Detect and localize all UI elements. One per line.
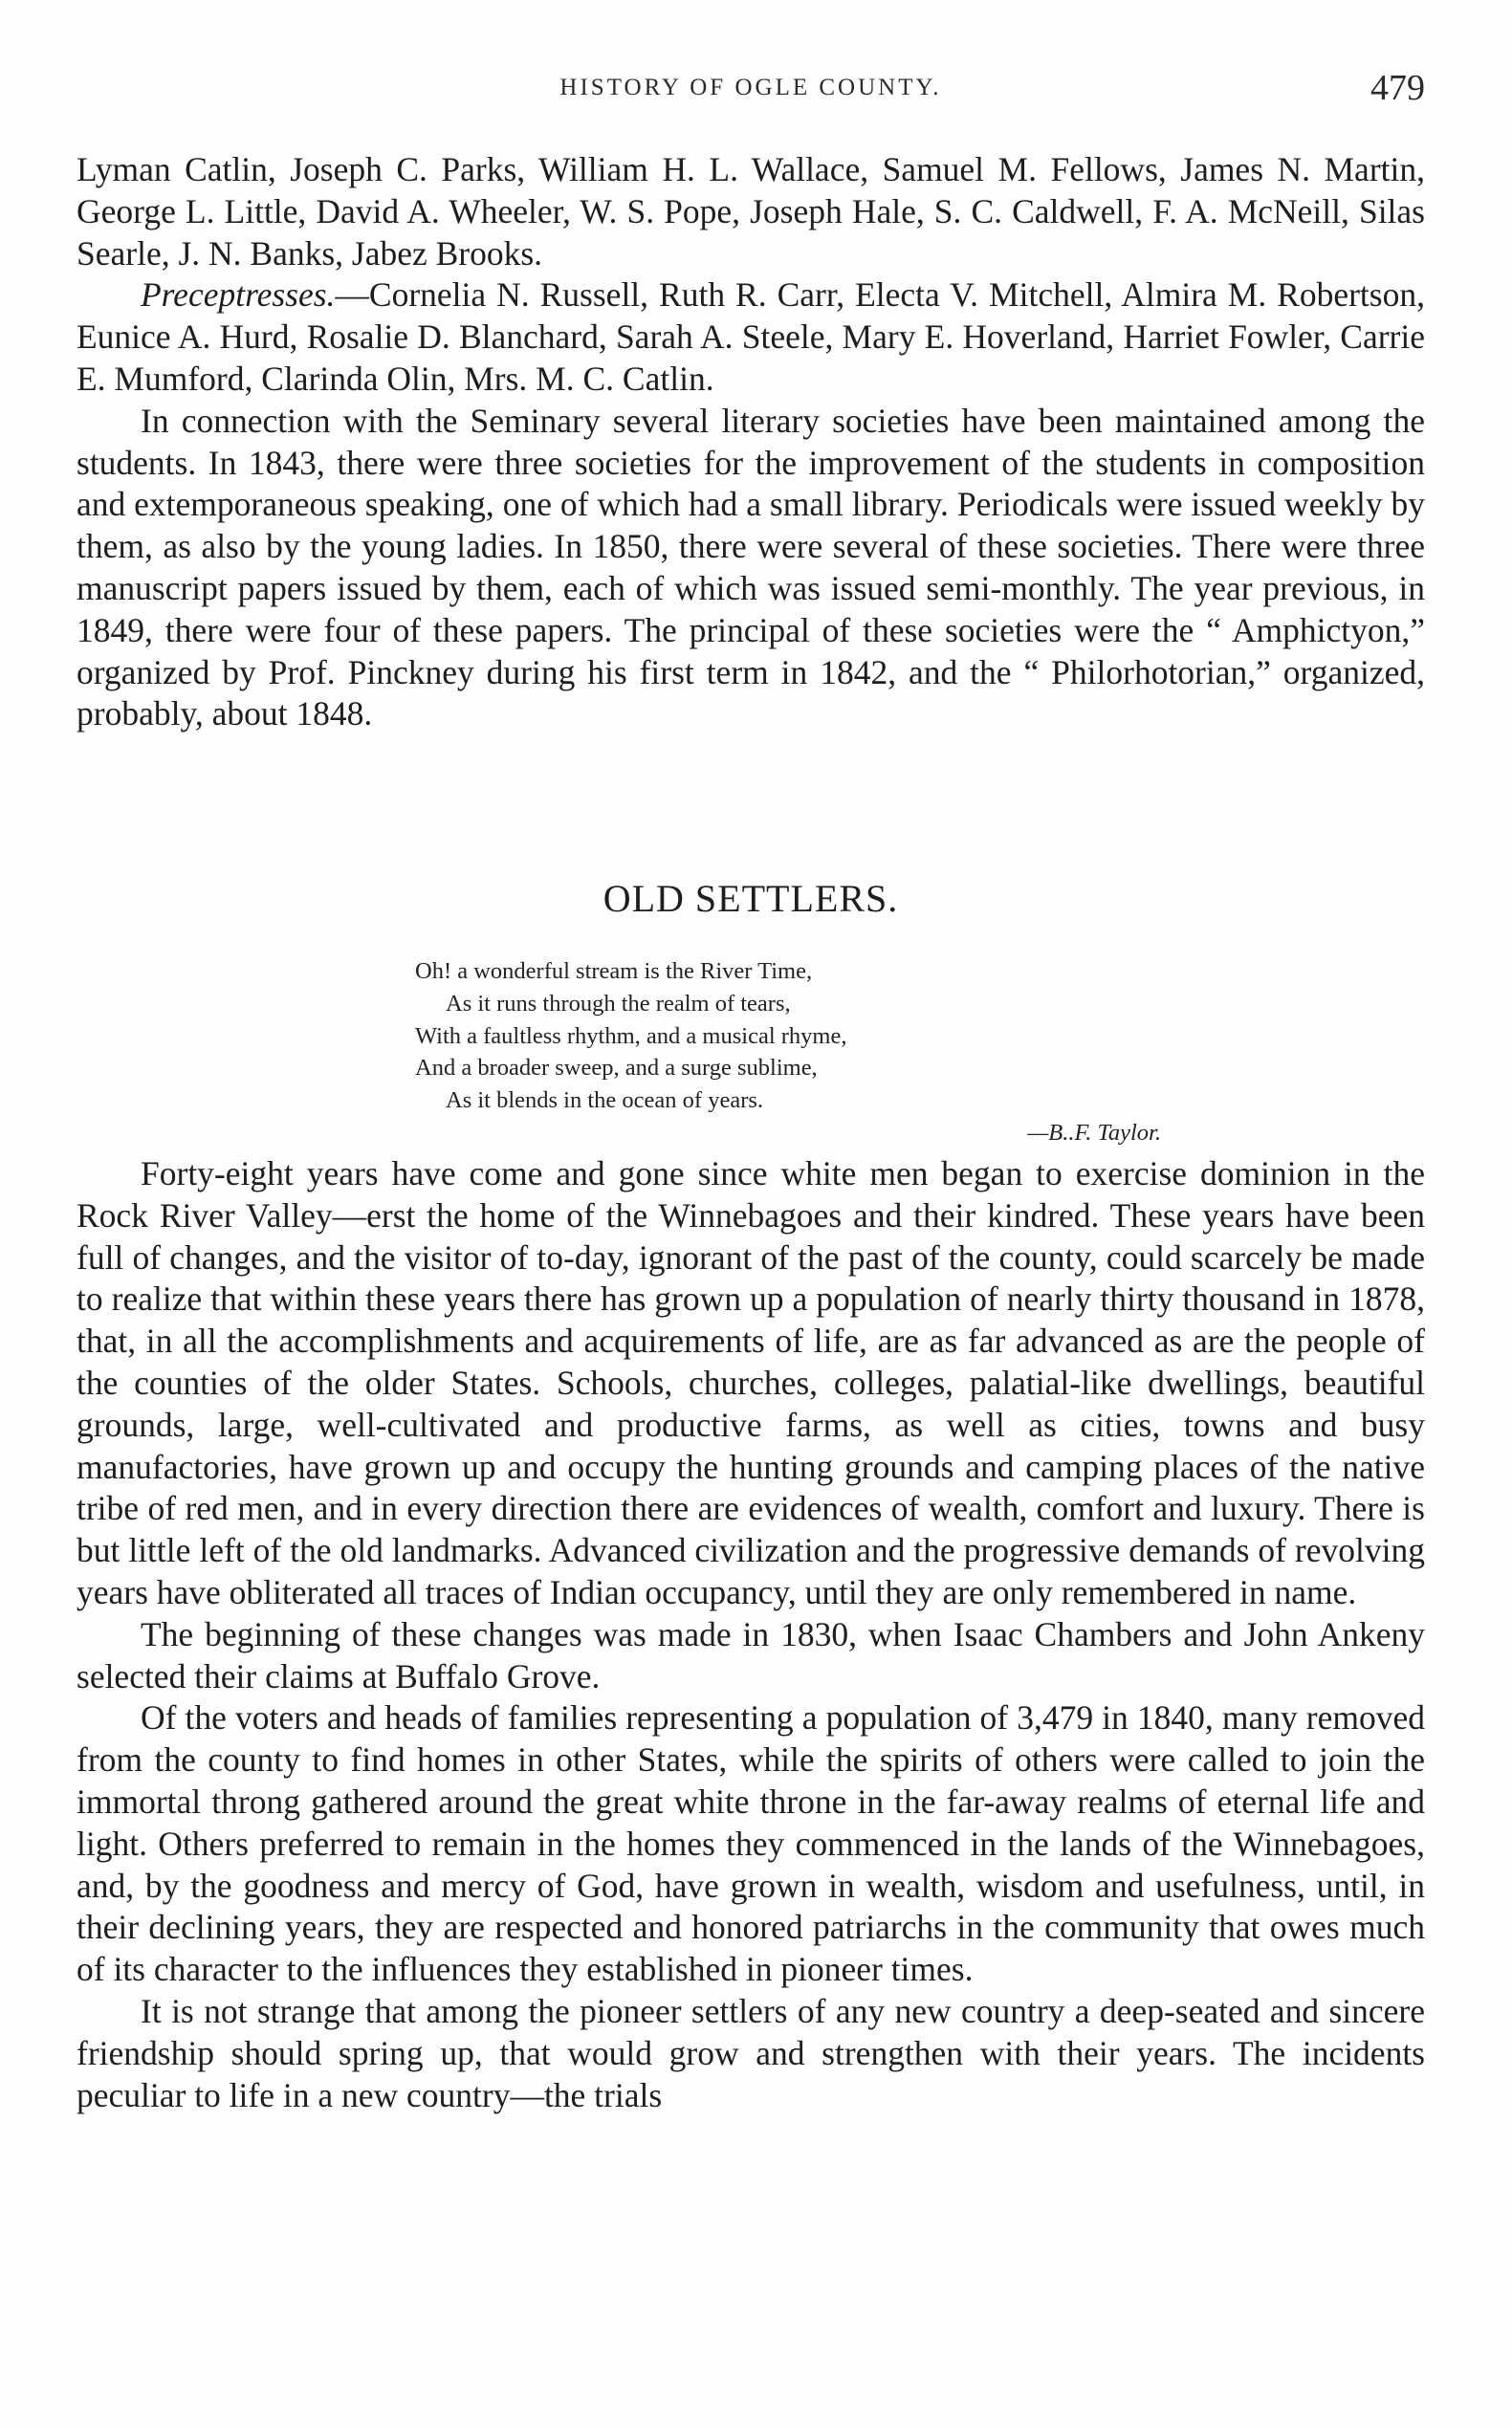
epigraph-poem [415,955,1171,1149]
running-title: HISTORY OF OGLE COUNTY. [559,75,942,100]
section-heading: OLD SETTLERS. [603,877,899,920]
preceptresses-label: Preceptresses. [141,275,336,315]
literary-societies-paragraph: In connection with the Seminary several literary societies have been maintained among the students. In 1843, there were three societies for the improvement of the students in composition and extemporaneous speaking, one of which had a small library. Periodicals were issued weekly by them, as also by the young ladies. In 1850, there were several of these societies. There were three manuscript papers issued by them, each of which was issued semi-monthly. The year previous, in 1849, there were four of these papers. The principal of these societies were the “ Amphictyon,” organized by Prof. Pinckney during his first term in 1842, and the “ Philorhotorian,” organized, probably, about 1848. [77,401,1425,733]
poem-line: As it runs through the realm of tears, [446,990,791,1017]
page-number: 479 [1370,68,1425,108]
old-settlers-body [77,1153,1425,2116]
poem-line: Oh! a wonderful stream is the River Time, [415,958,813,984]
poem-line: And a broader sweep, and a surge sublime, [415,1055,818,1082]
teachers-list-paragraph: Lyman Catlin, Joseph C. Parks, William H. L. Wallace, Samuel M. Fellows, James N. Martin, George L. Little, David A. Wheeler, W. S. Pope, Joseph Hale, S. C. Caldwell, F. A. McNeill, Silas Searle, J. N. Banks, Jabez Brooks. [77,150,1425,273]
poem-line: With a faultless rhythm, and a musical rhyme, [415,1022,847,1049]
seminary-section [77,149,1425,735]
body-paragraph: Of the voters and heads of families representing a population of 3,479 in 1840, many removed from the county to find homes in other States, while the spirits of others were called to join the immortal throng gathered around the great white throne in the far-away realms of eternal life and light. Others preferred to remain in the homes they commenced in the lands of the Winnebagoes, and, by the goodness and mercy of God, have grown in wealth, wisdom and usefulness, until, in their declining years, they are respected and honored patriarchs in the community that owes much of its character to the influences they established in pioneer times. [77,1698,1425,1989]
poem-attribution: —B..F. Taylor. [1027,1119,1161,1146]
body-paragraph: The beginning of these changes was made in 1830, when Isaac Chambers and John Ankeny selected their claims at Buffalo Grove. [77,1614,1425,1695]
running-header [77,67,1425,113]
preceptresses-paragraph [77,274,1425,400]
poem-line: As it blends in the ocean of years. [446,1087,764,1114]
body-paragraph: It is not strange that among the pioneer settlers of any new country a deep-seated and sincere friendship should spring up, that would grow and strengthen with their years. The incidents peculiar to life in a new country—the trials [77,1991,1425,2114]
preceptresses-names: —Cornelia N. Russell, Ruth R. Carr, Electa V. Mitchell, Almira M. Robertson, Eunice A. Hurd, Rosalie D. Blanchard, Sarah A. Steele, Mary E. Hoverland, Harriet Fowler, Carrie E. Mumford, Clarinda Olin, Mrs. M. C. Catlin. [77,275,1425,398]
body-paragraph: Forty-eight years have come and gone since white men began to exercise dominion in the Rock River Valley—erst the home of the Winnebagoes and their kindred. These years have been full of changes, and the visitor of to-day, ignorant of the past of the county, could scarcely be made to realize that within these years there has grown up a population of nearly thirty thousand in 1878, that, in all the accomplishments and acquirements of life, are as far advanced as are the people of the counties of the older States. Schools, churches, colleges, palatial-like dwellings, beautiful grounds, large, well-cultivated and productive farms, as well as cities, towns and busy manufactories, have grown up and occupy the hunting grounds and camping places of the native tribe of red men, and in every direction there are evidences of wealth, comfort and luxury. There is but little left of the old landmarks. Advanced civilization and the progressive demands of revolving years have obliterated all traces of Indian occupancy, until they are only remembered in name. [77,1154,1425,1611]
